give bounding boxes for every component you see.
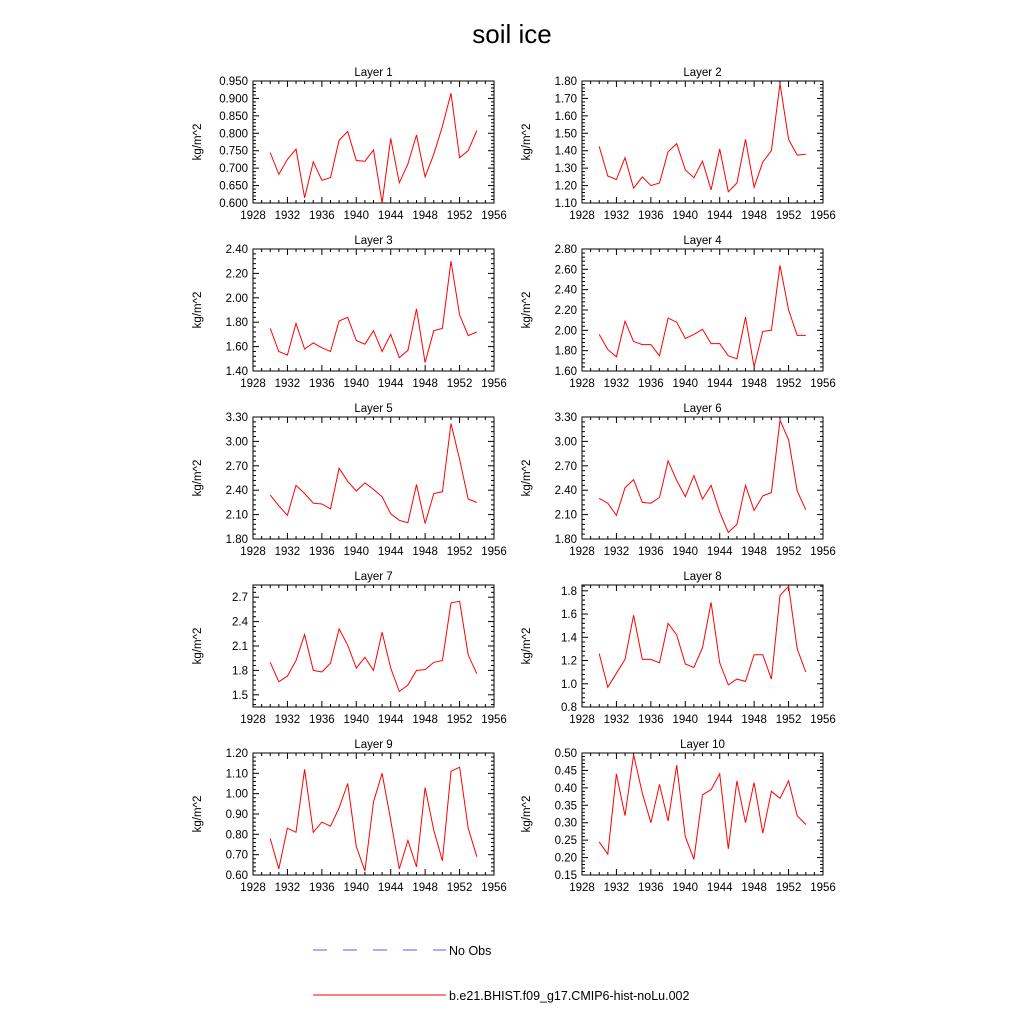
figure-title: soil ice [472,19,552,49]
y-tick-label: 0.40 [554,782,577,795]
y-axis-label: kg/m^2 [192,459,204,497]
y-tick-label: 0.8 [561,702,577,714]
y-tick-label: 2.1 [232,641,248,653]
panel-title: Layer 5 [354,403,393,415]
x-tick-label: 1952 [775,210,802,222]
y-tick-label: 1.40 [225,366,248,378]
x-tick-label: 1956 [481,714,507,726]
series-line [270,601,477,691]
y-tick-label: 1.80 [225,317,248,330]
x-tick-label: 1944 [706,714,733,726]
x-tick-label: 1952 [446,546,473,558]
x-tick-label: 1944 [706,882,733,894]
x-tick-label: 1928 [240,378,266,390]
panel-7 [192,571,507,726]
x-tick-label: 1932 [274,714,301,726]
plot-frame [582,81,823,203]
x-tick-label: 1928 [240,210,266,222]
x-tick-label: 1932 [274,210,301,222]
panel-title: Layer 4 [683,235,722,247]
y-tick-label: 2.40 [225,244,248,256]
x-tick-label: 1928 [569,210,595,222]
x-tick-label: 1952 [775,714,802,726]
y-tick-label: 2.70 [554,460,577,473]
y-tick-label: 3.00 [225,436,248,449]
series-line [270,261,477,362]
x-tick-label: 1952 [446,378,473,390]
y-tick-label: 2.80 [554,244,577,256]
x-tick-label: 1928 [240,882,266,894]
x-tick-label: 1948 [412,546,438,558]
x-tick-label: 1940 [672,714,699,726]
series-line [599,420,806,532]
series-line [599,265,806,367]
panel-5 [192,403,507,558]
y-tick-label: 2.10 [554,509,577,522]
x-tick-label: 1952 [775,378,802,390]
x-tick-label: 1948 [412,882,438,894]
y-tick-label: 1.50 [554,128,577,141]
y-tick-label: 0.750 [219,145,248,158]
y-tick-label: 0.950 [219,76,248,88]
y-tick-label: 0.35 [554,800,577,813]
x-tick-label: 1940 [672,546,699,558]
x-tick-label: 1940 [343,714,370,726]
plot-frame [253,249,494,371]
panel-4 [521,235,836,390]
x-tick-label: 1940 [672,378,699,390]
x-tick-label: 1940 [343,546,370,558]
y-tick-label: 1.60 [554,110,577,123]
y-tick-label: 1.80 [225,534,248,546]
x-tick-label: 1932 [274,378,301,390]
y-tick-label: 2.4 [232,616,248,629]
x-tick-label: 1928 [240,546,266,558]
y-axis-label: kg/m^2 [192,291,204,329]
y-axis-label: kg/m^2 [192,795,204,833]
x-tick-label: 1944 [377,714,404,726]
x-tick-label: 1944 [377,546,404,558]
y-tick-label: 1.00 [225,788,248,801]
y-tick-label: 2.00 [225,292,248,305]
y-tick-label: 2.70 [225,460,248,473]
y-tick-label: 1.30 [554,163,577,176]
x-tick-label: 1952 [446,210,473,222]
y-tick-label: 1.8 [232,665,248,678]
y-tick-label: 0.30 [554,817,577,830]
x-tick-label: 1956 [481,210,507,222]
x-tick-label: 1952 [446,714,473,726]
x-tick-label: 1932 [603,378,630,390]
x-tick-label: 1944 [377,882,404,894]
y-tick-label: 1.60 [554,366,577,378]
panel-title: Layer 3 [354,235,393,247]
series-line [270,424,477,524]
plot-frame [582,753,823,875]
y-tick-label: 2.20 [225,268,248,281]
y-tick-label: 2.40 [225,485,248,498]
series-line [599,84,806,192]
x-tick-label: 1956 [481,882,507,894]
y-tick-label: 0.45 [554,765,577,778]
y-tick-label: 2.00 [554,325,577,338]
x-tick-label: 1940 [343,210,370,222]
x-tick-label: 1940 [343,882,370,894]
x-tick-label: 1936 [309,378,335,390]
panel-title: Layer 7 [354,571,393,583]
x-tick-label: 1952 [775,546,802,558]
y-tick-label: 1.20 [554,180,577,193]
x-tick-label: 1948 [741,546,767,558]
x-tick-label: 1936 [638,546,664,558]
x-tick-label: 1956 [481,546,507,558]
y-axis-label: kg/m^2 [521,627,533,665]
y-axis-label: kg/m^2 [521,291,533,329]
y-tick-label: 1.4 [561,632,577,645]
x-tick-label: 1932 [274,882,301,894]
y-tick-label: 3.30 [225,412,248,424]
y-tick-label: 0.50 [554,748,577,760]
x-tick-label: 1940 [672,210,699,222]
y-tick-label: 1.80 [554,76,577,88]
y-tick-label: 0.700 [219,163,248,176]
y-axis-label: kg/m^2 [521,459,533,497]
x-tick-label: 1948 [412,378,438,390]
x-tick-label: 1948 [412,210,438,222]
panel-8 [521,571,836,726]
panel-title: Layer 10 [680,739,725,751]
panel-3 [192,235,507,390]
x-tick-label: 1956 [810,714,836,726]
x-tick-label: 1948 [741,882,767,894]
x-tick-label: 1948 [741,714,767,726]
y-tick-label: 1.2 [561,655,577,668]
x-tick-label: 1928 [569,378,595,390]
x-tick-label: 1928 [569,714,595,726]
y-tick-label: 0.90 [225,809,248,821]
x-tick-label: 1936 [638,210,664,222]
x-tick-label: 1936 [638,378,664,390]
x-tick-label: 1936 [638,882,664,894]
y-tick-label: 3.30 [554,412,577,424]
legend-model-label: b.e21.BHIST.f09_g17.CMIP6-hist-noLu.002 [449,989,690,1003]
plot-frame [582,249,823,371]
y-tick-label: 0.20 [554,852,577,865]
x-tick-label: 1936 [309,882,335,894]
y-tick-label: 0.80 [225,829,248,842]
plot-frame [253,753,494,875]
panel-9 [192,739,507,894]
panel-title: Layer 6 [683,403,722,415]
panels [192,67,836,894]
y-tick-label: 1.20 [225,748,248,760]
panel-title: Layer 8 [683,571,722,583]
y-tick-label: 1.70 [554,93,577,106]
x-tick-label: 1956 [810,378,836,390]
legend-obs-label: No Obs [449,944,492,958]
y-tick-label: 0.900 [219,93,248,106]
x-tick-label: 1928 [569,546,595,558]
y-tick-label: 0.650 [219,180,248,193]
x-tick-label: 1948 [741,378,767,390]
y-axis-label: kg/m^2 [192,123,204,161]
series-line [599,586,806,687]
x-tick-label: 1956 [481,378,507,390]
panel-title: Layer 1 [354,67,393,79]
y-tick-label: 1.80 [554,534,577,546]
x-tick-label: 1932 [603,882,630,894]
x-tick-label: 1944 [706,378,733,390]
panel-10 [521,739,836,894]
x-tick-label: 1944 [706,210,733,222]
x-tick-label: 1932 [274,546,301,558]
y-tick-label: 2.20 [554,305,577,317]
x-tick-label: 1932 [603,210,630,222]
y-axis-label: kg/m^2 [521,795,533,833]
panel-title: Layer 9 [354,739,393,751]
y-tick-label: 2.40 [554,284,577,297]
x-tick-label: 1928 [240,714,266,726]
y-tick-label: 2.10 [225,509,248,522]
x-tick-label: 1948 [741,210,767,222]
x-tick-label: 1952 [775,882,802,894]
x-tick-label: 1944 [706,546,733,558]
x-tick-label: 1956 [810,546,836,558]
y-tick-label: 0.15 [554,870,577,882]
y-tick-label: 0.70 [225,849,248,862]
y-tick-label: 2.60 [554,264,577,277]
y-tick-label: 0.600 [219,198,248,210]
x-tick-label: 1948 [412,714,438,726]
x-tick-label: 1944 [377,378,404,390]
y-axis-label: kg/m^2 [192,627,204,665]
y-tick-label: 1.6 [561,609,577,622]
x-tick-label: 1932 [603,546,630,558]
panel-2 [521,67,836,222]
y-tick-label: 1.40 [554,145,577,158]
y-tick-label: 0.800 [219,128,248,141]
x-tick-label: 1932 [603,714,630,726]
y-tick-label: 2.40 [554,485,577,498]
y-tick-label: 0.25 [554,835,577,848]
series-line [270,93,477,203]
x-tick-label: 1940 [672,882,699,894]
plot-frame [253,585,494,707]
series-line [270,767,477,871]
y-tick-label: 1.10 [225,768,248,781]
y-tick-label: 1.80 [554,345,577,358]
plot-frame [253,417,494,539]
y-tick-label: 2.7 [232,592,248,605]
y-tick-label: 0.850 [219,110,248,123]
x-tick-label: 1936 [309,546,335,558]
legend [313,944,689,1003]
panel-6 [521,403,836,558]
y-tick-label: 1.8 [561,585,577,598]
x-tick-label: 1928 [569,882,595,894]
y-tick-label: 1.5 [232,689,248,702]
y-tick-label: 3.00 [554,436,577,449]
x-tick-label: 1936 [309,210,335,222]
y-tick-label: 1.60 [225,341,248,354]
x-tick-label: 1956 [810,882,836,894]
y-axis-label: kg/m^2 [521,123,533,161]
x-tick-label: 1940 [343,378,370,390]
y-tick-label: 1.10 [554,198,577,210]
x-tick-label: 1952 [446,882,473,894]
x-tick-label: 1944 [377,210,404,222]
y-tick-label: 1.0 [561,678,577,691]
panel-1 [192,67,507,222]
y-tick-label: 0.60 [225,870,248,882]
x-tick-label: 1956 [810,210,836,222]
x-tick-label: 1936 [309,714,335,726]
x-tick-label: 1936 [638,714,664,726]
panel-title: Layer 2 [683,67,722,79]
series-line [599,755,806,860]
